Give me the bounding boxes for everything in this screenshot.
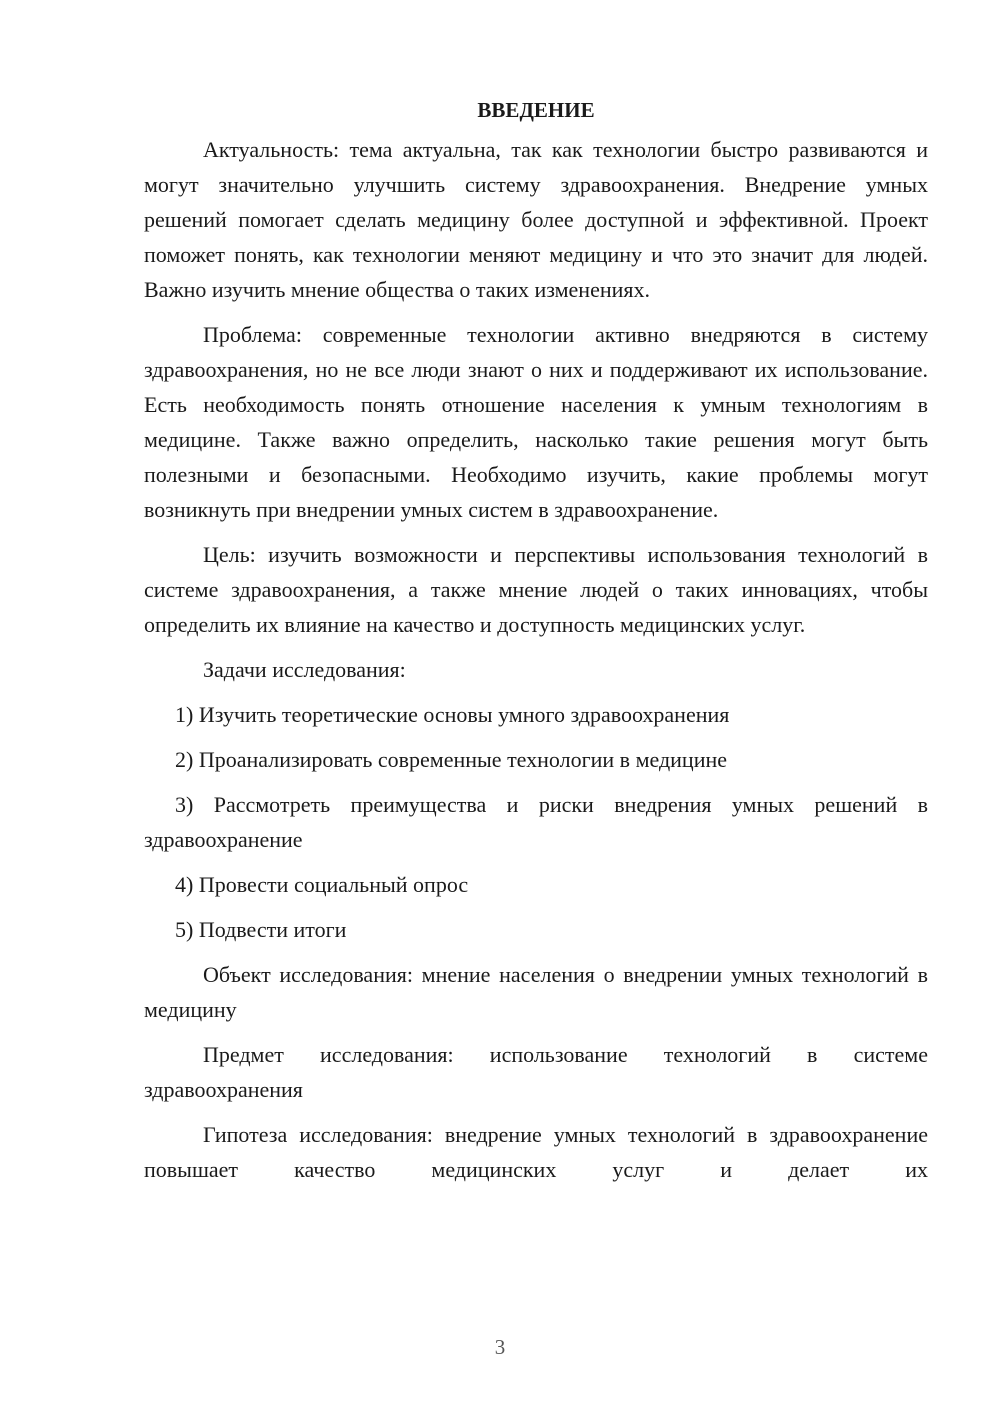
section-title: ВВЕДЕНИЕ: [477, 98, 595, 122]
page-number: 3: [494, 1335, 506, 1359]
task-item-4: 4) Провести социальный опрос: [175, 872, 469, 897]
paragraph-goal: Цель: изучить возможности и перспективы использования технологий в системе здравоохранения, а также мнение людей о таких инновациях, чтобы определить их влияние на качество и доступность медицинских услуг.: [144, 542, 928, 637]
task-item-5: 5) Подвести итоги: [175, 917, 347, 942]
paragraph-problem: Проблема: современные технологии активно внедряются в систему здравоохранения, но не все люди знают о них и поддерживают их использование. Есть необходимость понять отношение населения к умным технологиям в медицине. Также важно определить, насколько такие решения могут быть полезными и безопасными. Необходимо изучить, какие проблемы могут возникнуть при внедрении умных систем в здравоохранение.: [144, 322, 928, 522]
paragraph-object: Объект исследования: мнение населения о внедрении умных технологий в медицину: [144, 962, 928, 1022]
task-item-1: 1) Изучить теоретические основы умного здравоохранения: [175, 702, 730, 727]
paragraph-subject: Предмет исследования: использование технологий в системе здравоохранения: [144, 1042, 928, 1102]
task-item-2: 2) Проанализировать современные технологии в медицине: [175, 747, 728, 772]
page-content: [144, 92, 928, 1197]
tasks-heading: Задачи исследования:: [203, 657, 406, 682]
paragraph-hypothesis: Гипотеза исследования: внедрение умных технологий в здравоохранение повышает качество медицинских услуг и делает их: [144, 1122, 928, 1182]
paragraph-relevance: Актуальность: тема актуальна, так как технологии быстро развиваются и могут значительно улучшить систему здравоохранения. Внедрение умных решений помогает сделать медицину более доступной и эффективной. Проект поможет понять, как технологии меняют медицину и что это значит для людей. Важно изучить мнение общества о таких изменениях.: [144, 137, 928, 302]
task-item-3: 3) Рассмотреть преимущества и риски внедрения умных решений в здравоохранение: [144, 792, 928, 852]
